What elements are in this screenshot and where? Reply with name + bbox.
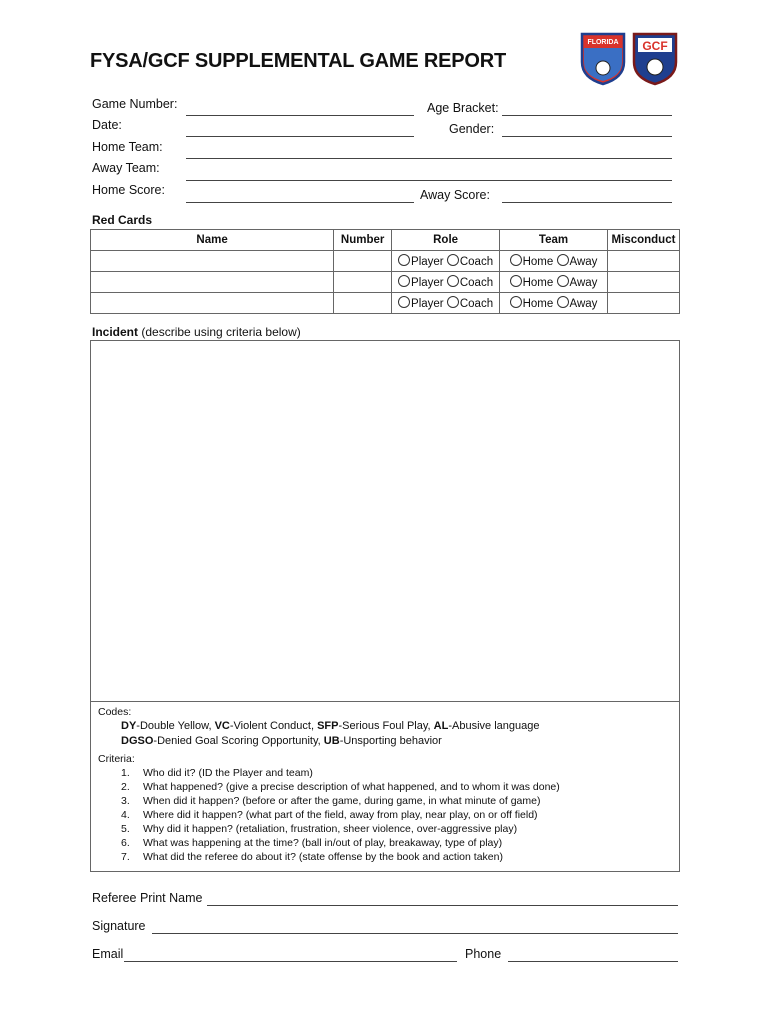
col-team: Team — [500, 230, 608, 251]
number-cell[interactable] — [334, 272, 392, 293]
coach-label: Coach — [459, 256, 494, 268]
away-team-field[interactable] — [186, 180, 672, 181]
player-radio[interactable] — [398, 254, 410, 266]
criteria-item-text: Who did it? (ID the Player and team) — [143, 767, 313, 779]
away-score-field[interactable] — [502, 202, 672, 203]
role-cell — [392, 293, 500, 314]
code-sfp-desc: -Serious Foul Play, — [338, 720, 434, 732]
gcf-logo-text: GCF — [642, 39, 668, 53]
code-dy: DY — [121, 720, 137, 732]
away-label: Away — [569, 256, 598, 268]
player-radio[interactable] — [398, 275, 410, 287]
coach-label: Coach — [459, 298, 494, 310]
team-cell — [500, 293, 608, 314]
table-header-row — [91, 230, 680, 251]
list-item: 2. What happened? (give a precise description of what happened, and to whom it was done) — [121, 781, 560, 793]
table-row — [91, 293, 680, 314]
email-label: Email — [92, 947, 124, 961]
home-label: Home — [522, 277, 554, 289]
coach-radio[interactable] — [447, 275, 459, 287]
player-radio[interactable] — [398, 296, 410, 308]
col-number: Number — [334, 230, 392, 251]
list-item: 7. What did the referee do about it? (state offense by the book and action taken) — [121, 851, 503, 863]
game-number-field[interactable] — [186, 115, 414, 116]
team-cell — [500, 251, 608, 272]
red-cards-heading: Red Cards — [92, 213, 153, 227]
age-bracket-label: Age Bracket: — [427, 101, 499, 115]
red-cards-table — [90, 229, 680, 314]
referee-label: Referee Print Name — [92, 891, 203, 905]
referee-name-field[interactable] — [207, 905, 678, 906]
col-role: Role — [392, 230, 500, 251]
home-radio[interactable] — [510, 296, 522, 308]
home-radio[interactable] — [510, 254, 522, 266]
email-field[interactable] — [124, 961, 457, 962]
player-label: Player — [411, 277, 444, 289]
code-sfp: SFP — [317, 720, 339, 732]
away-label: Away — [569, 277, 598, 289]
player-label: Player — [411, 298, 444, 310]
age-bracket-field[interactable] — [502, 115, 672, 116]
florida-logo-text: FLORIDA — [587, 39, 619, 46]
list-item: 6. What was happening at the time? (ball in/out of play, breakaway, type of play) — [121, 837, 503, 849]
code-dgso: DGSO — [121, 735, 154, 747]
list-item: 3. When did it happen? (before or after the game, during game, in what minute of game) — [121, 795, 541, 807]
number-cell[interactable] — [334, 251, 392, 272]
criteria-item-text: What happened? (give a precise description of what happened, and to whom it was done) — [143, 781, 560, 793]
code-dy-desc: -Double Yellow, — [136, 720, 215, 732]
criteria-item-text: Where did it happen? (what part of the field, away from play, near play, on or off field) — [143, 809, 538, 821]
gender-label: Gender: — [449, 122, 495, 136]
team-cell — [500, 272, 608, 293]
list-item: 1. Who did it? (ID the Player and team) — [121, 767, 313, 779]
number-cell[interactable] — [334, 293, 392, 314]
code-ub-desc: -Unsporting behavior — [339, 735, 442, 747]
signature-field[interactable] — [152, 933, 678, 934]
away-radio[interactable] — [557, 296, 569, 308]
codes-heading: Codes: — [98, 706, 132, 718]
col-name: Name — [91, 230, 334, 251]
home-team-label: Home Team: — [92, 140, 163, 154]
table-row — [91, 272, 680, 293]
player-label: Player — [411, 256, 444, 268]
home-score-label: Home Score: — [92, 183, 165, 197]
florida-logo — [578, 30, 628, 86]
list-item: 4. Where did it happen? (what part of the field, away from play, near play, on or off field) — [121, 809, 538, 821]
criteria-item-text: Why did it happen? (retaliation, frustration, sheer violence, over-aggressive play) — [143, 823, 518, 835]
codes-criteria-box — [90, 702, 680, 872]
table-row — [91, 251, 680, 272]
code-vc-desc: -Violent Conduct, — [229, 720, 318, 732]
incident-label-rest: (describe using criteria below) — [138, 325, 301, 339]
coach-radio[interactable] — [447, 296, 459, 308]
home-radio[interactable] — [510, 275, 522, 287]
game-number-label: Game Number: — [92, 97, 178, 111]
coach-radio[interactable] — [447, 254, 459, 266]
away-score-label: Away Score: — [420, 188, 490, 202]
misconduct-cell[interactable] — [607, 272, 679, 293]
col-misconduct: Misconduct — [607, 230, 679, 251]
role-cell — [392, 251, 500, 272]
page-title: FYSA/GCF SUPPLEMENTAL GAME REPORT — [90, 50, 507, 72]
criteria-item-text: When did it happen? (before or after the game, during game, in what minute of game) — [143, 795, 541, 807]
code-al: AL — [433, 720, 449, 732]
gcf-logo — [630, 30, 680, 86]
incident-textarea[interactable] — [90, 340, 680, 702]
home-team-field[interactable] — [186, 158, 672, 159]
list-item: 5. Why did it happen? (retaliation, frustration, sheer violence, over-aggressive play) — [121, 823, 518, 835]
away-team-label: Away Team: — [92, 161, 160, 175]
code-al-desc: -Abusive language — [448, 720, 540, 732]
gender-field[interactable] — [502, 136, 672, 137]
name-cell[interactable] — [91, 293, 334, 314]
date-label: Date: — [92, 118, 122, 132]
incident-label — [92, 325, 301, 339]
away-label: Away — [569, 298, 598, 310]
signature-label: Signature — [92, 919, 146, 933]
name-cell[interactable] — [91, 272, 334, 293]
home-label: Home — [522, 298, 554, 310]
date-field[interactable] — [186, 136, 414, 137]
phone-label: Phone — [465, 947, 502, 961]
code-vc: VC — [214, 720, 230, 732]
coach-label: Coach — [459, 277, 494, 289]
code-dgso-desc: -Denied Goal Scoring Opportunity, — [153, 735, 324, 747]
criteria-list — [121, 766, 560, 864]
away-radio[interactable] — [557, 275, 569, 287]
misconduct-cell[interactable] — [607, 251, 679, 272]
criteria-item-text: What was happening at the time? (ball in/out of play, breakaway, type of play) — [143, 837, 503, 849]
codes-line-1 — [121, 719, 539, 733]
incident-label-bold: Incident — [92, 325, 139, 339]
criteria-heading: Criteria: — [98, 753, 135, 765]
away-radio[interactable] — [557, 254, 569, 266]
criteria-item-text: What did the referee do about it? (state offense by the book and action taken) — [143, 851, 503, 863]
codes-line-2 — [121, 734, 442, 748]
misconduct-cell[interactable] — [607, 293, 679, 314]
phone-field[interactable] — [508, 961, 678, 962]
name-cell[interactable] — [91, 251, 334, 272]
role-cell — [392, 272, 500, 293]
code-ub: UB — [323, 735, 340, 747]
home-label: Home — [522, 256, 554, 268]
home-score-field[interactable] — [186, 202, 414, 203]
